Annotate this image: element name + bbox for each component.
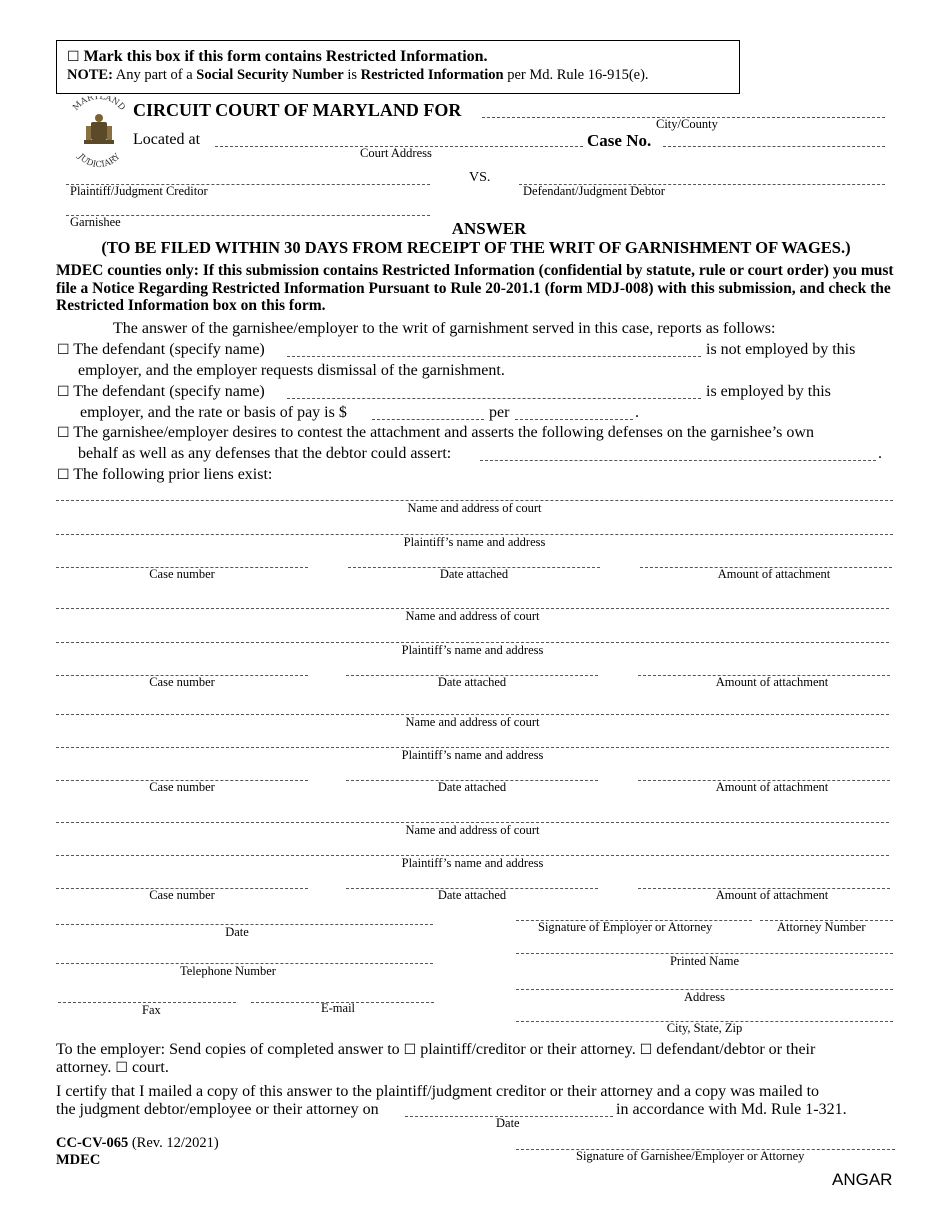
maryland-judiciary-seal-icon bbox=[66, 96, 132, 168]
note-label: NOTE: bbox=[67, 67, 113, 83]
per-label: per bbox=[489, 404, 510, 421]
city-county-label: City/County bbox=[656, 117, 718, 131]
copy-plaintiff-label: plaintiff/creditor or their attorney. bbox=[420, 1041, 636, 1058]
not-employed-name-field[interactable] bbox=[287, 356, 701, 357]
lien-amount-label: Amount of attachment bbox=[717, 567, 831, 581]
pay-rate-field[interactable] bbox=[372, 419, 484, 420]
ssn-note bbox=[67, 67, 649, 84]
mdec-notice: MDEC counties only: If this submission contains Restricted Information (confidential by statute, rule or court order) you must file a Notice Regarding Restricted Information Pursuant to Rule 20-201.1 (form MDJ-008) with this submission, and check the Restricted Information box on this form. bbox=[56, 262, 894, 314]
form-number: CC-CV-065 bbox=[56, 1135, 129, 1151]
form-code: ANGAR bbox=[832, 1170, 893, 1189]
fax-label: Fax bbox=[142, 1003, 161, 1017]
svg-text:MARYLAND bbox=[71, 96, 127, 113]
seal-top-text: MARYLAND bbox=[71, 96, 127, 113]
copy-defendant-label: defendant/debtor or their bbox=[656, 1041, 816, 1058]
lien-court-label: Name and address of court bbox=[407, 501, 542, 515]
lien-plaintiff-label: Plaintiff’s name and address bbox=[401, 748, 544, 762]
lien-plaintiff-label: Plaintiff’s name and address bbox=[403, 535, 546, 549]
lien-court-label: Name and address of court bbox=[405, 715, 540, 729]
address-label: Address bbox=[684, 990, 725, 1004]
contest-end: . bbox=[878, 445, 882, 462]
svg-text:JUDICIARY bbox=[75, 151, 123, 168]
lien-date-label: Date attached bbox=[437, 675, 507, 689]
note-ssn: Social Security Number bbox=[196, 67, 344, 83]
note-restricted: Restricted Information bbox=[360, 67, 504, 83]
seal-bottom-text: JUDICIARY bbox=[75, 151, 123, 168]
employer-signature-label: Signature of Employer or Attorney bbox=[538, 920, 713, 934]
certify-date-label: Date bbox=[496, 1116, 520, 1130]
defendant-label: Defendant/Judgment Debtor bbox=[523, 184, 665, 198]
contest-checkbox[interactable]: ☐ bbox=[57, 425, 70, 441]
court-address-label: Court Address bbox=[360, 146, 432, 160]
not-employed-checkbox[interactable]: ☐ bbox=[57, 342, 70, 358]
lien-case-number-label: Case number bbox=[149, 888, 215, 902]
lien-plaintiff-label: Plaintiff’s name and address bbox=[401, 856, 544, 870]
plaintiff-label: Plaintiff/Judgment Creditor bbox=[70, 184, 208, 198]
employed-checkbox[interactable]: ☐ bbox=[57, 384, 70, 400]
answer-title: ANSWER bbox=[451, 219, 527, 238]
employed-end: . bbox=[635, 404, 639, 421]
garnishee-signature-label: Signature of Garnishee/Employer or Attorney bbox=[576, 1149, 805, 1163]
lien-case-number-label: Case number bbox=[149, 780, 215, 794]
option-liens bbox=[57, 466, 272, 484]
contest-text: The garnishee/employer desires to contest the attachment and asserts the following defenses on the garnishee’s own bbox=[73, 424, 814, 441]
option-not-employed bbox=[57, 341, 265, 359]
liens-checkbox[interactable]: ☐ bbox=[57, 467, 70, 483]
email-label: E-mail bbox=[321, 1001, 356, 1015]
case-no-field[interactable] bbox=[663, 146, 885, 147]
lien-amount-label: Amount of attachment bbox=[715, 888, 829, 902]
send-copies-line1 bbox=[56, 1041, 815, 1059]
lien-case-number-label: Case number bbox=[149, 567, 215, 581]
date-label: Date bbox=[225, 925, 249, 939]
court-title: CIRCUIT COURT OF MARYLAND FOR bbox=[133, 100, 462, 120]
note-text-2: is bbox=[347, 67, 357, 83]
certify-line2: the judgment debtor/employee or their attorney on bbox=[56, 1101, 379, 1118]
lien-court-label: Name and address of court bbox=[405, 823, 540, 837]
copy-court-checkbox[interactable]: ☐ bbox=[115, 1060, 128, 1076]
certify-line2-end: in accordance with Md. Rule 1-321. bbox=[616, 1101, 847, 1118]
option-employed bbox=[57, 383, 265, 401]
note-text-1: Any part of a bbox=[115, 67, 193, 83]
contest-text-b: behalf as well as any defenses that the debtor could assert: bbox=[78, 445, 452, 462]
lien-date-label: Date attached bbox=[437, 780, 507, 794]
restricted-info-box bbox=[56, 40, 740, 94]
lien-plaintiff-label: Plaintiff’s name and address bbox=[401, 643, 544, 657]
restricted-info-line bbox=[67, 48, 488, 66]
not-employed-text-c: employer, and the employer requests dismissal of the garnishment. bbox=[78, 362, 505, 379]
form-revision: (Rev. 12/2021) bbox=[131, 1135, 219, 1151]
mdec-label: MDEC bbox=[56, 1152, 101, 1168]
lien-amount-label: Amount of attachment bbox=[715, 675, 829, 689]
employed-text: The defendant (specify name) bbox=[73, 383, 265, 400]
telephone-label: Telephone Number bbox=[180, 964, 276, 978]
copy-plaintiff-checkbox[interactable]: ☐ bbox=[403, 1042, 417, 1058]
employed-text-c: employer, and the rate or basis of pay is $ bbox=[80, 404, 347, 421]
note-text-3: per Md. Rule 16-915(e). bbox=[507, 67, 649, 83]
not-employed-text: The defendant (specify name) bbox=[73, 341, 265, 358]
vs-label: VS. bbox=[469, 170, 491, 185]
lien-amount-label: Amount of attachment bbox=[715, 780, 829, 794]
attorney-number-label: Attorney Number bbox=[777, 920, 866, 934]
garnishee-label: Garnishee bbox=[70, 215, 121, 229]
printed-name-label: Printed Name bbox=[669, 954, 740, 968]
employed-name-field[interactable] bbox=[287, 398, 701, 399]
copy-defendant-checkbox[interactable]: ☐ bbox=[639, 1042, 653, 1058]
answer-intro: The answer of the garnishee/employer to the writ of garnishment served in this case, reports as follows: bbox=[113, 320, 776, 337]
lien-date-label: Date attached bbox=[439, 567, 509, 581]
liens-text: The following prior liens exist: bbox=[73, 466, 273, 483]
case-no-label: Case No. bbox=[587, 131, 652, 150]
restricted-info-label: Mark this box if this form contains Restricted Information. bbox=[83, 48, 488, 65]
restricted-info-checkbox[interactable]: ☐ bbox=[67, 49, 80, 65]
pay-period-field[interactable] bbox=[515, 419, 633, 420]
form-id bbox=[56, 1135, 219, 1152]
copy-defendant-label-cont: attorney. bbox=[56, 1059, 112, 1076]
defenses-field[interactable] bbox=[480, 460, 876, 461]
lien-case-number-label: Case number bbox=[149, 675, 215, 689]
employed-text-b: is employed by this bbox=[706, 383, 831, 400]
answer-subtitle: (TO BE FILED WITHIN 30 DAYS FROM RECEIPT OF THE WRIT OF GARNISHMENT OF WAGES.) bbox=[101, 238, 851, 257]
send-copies-line2 bbox=[56, 1059, 169, 1077]
send-copies-text: To the employer: Send copies of completed answer to bbox=[56, 1041, 400, 1058]
city-state-zip-label: City, State, Zip bbox=[666, 1021, 743, 1035]
lien-court-label: Name and address of court bbox=[405, 609, 540, 623]
not-employed-text-b: is not employed by this bbox=[706, 341, 856, 358]
lien-date-label: Date attached bbox=[437, 888, 507, 902]
option-contest bbox=[57, 424, 814, 442]
certify-line1: I certify that I mailed a copy of this answer to the plaintiff/judgment creditor or their attorney and a copy was mailed to bbox=[56, 1083, 820, 1100]
copy-court-label: court. bbox=[131, 1059, 169, 1076]
located-at-label: Located at bbox=[133, 131, 201, 148]
